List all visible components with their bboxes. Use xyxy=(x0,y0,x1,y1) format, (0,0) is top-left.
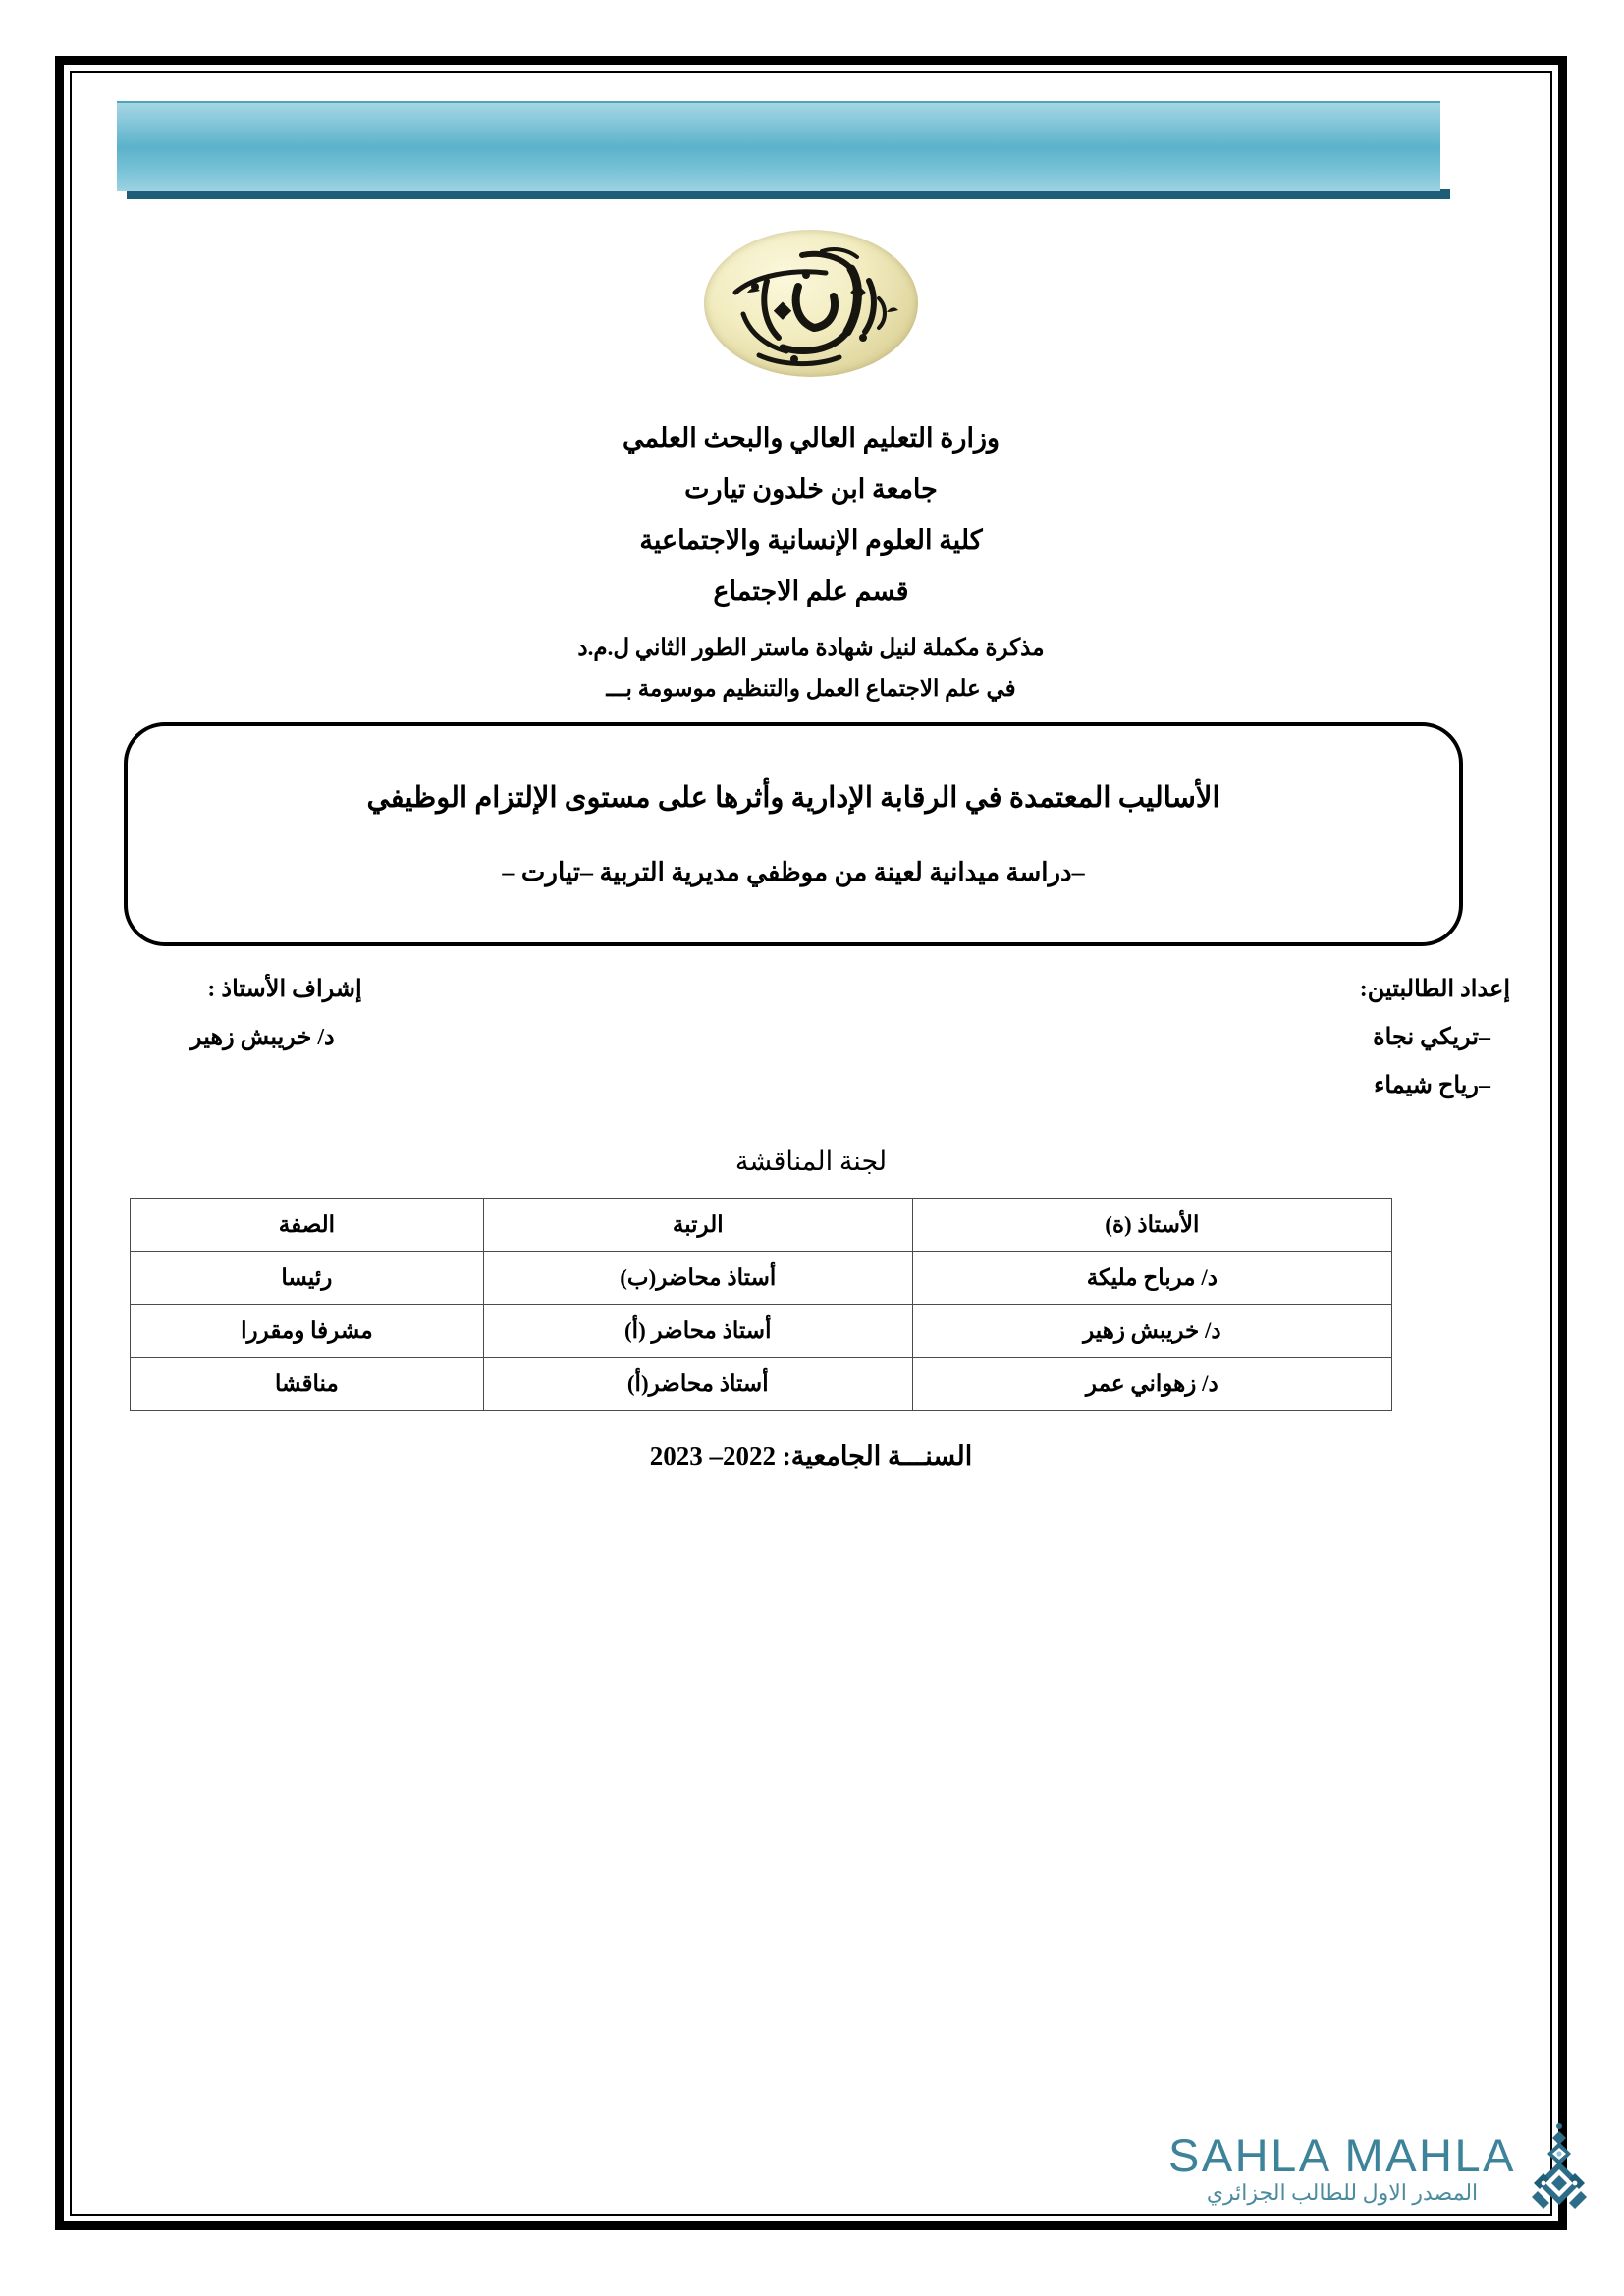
top-banner xyxy=(117,101,1440,197)
jury-header-row xyxy=(131,1199,1392,1252)
sahla-mahla-diamond-icon xyxy=(1524,2122,1595,2216)
jury-heading: لجنة المناقشة xyxy=(734,1147,888,1176)
authors-and-supervisor xyxy=(92,966,1530,1143)
memo-line-specialty: في علم الاجتماع العمل والتنظيم موسومة بـــ xyxy=(606,676,1016,701)
university-logo-icon xyxy=(704,230,918,377)
supervisor-heading: إشراف الأستاذ : xyxy=(207,977,362,1002)
jury-col-role: الصفة xyxy=(131,1199,484,1252)
student-name-2: –رياح شيماء xyxy=(1374,1073,1490,1098)
header-line-faculty: كلية العلوم الإنسانية والاجتماعية xyxy=(639,525,983,555)
students-heading: إعداد الطالبتين: xyxy=(1359,977,1510,1002)
table-row xyxy=(131,1305,1392,1358)
jury-cell-rank: أستاذ محاضر(ب) xyxy=(483,1252,912,1305)
jury-cell-role: مناقشا xyxy=(131,1358,484,1411)
jury-cell-rank: أستاذ محاضر (أ) xyxy=(483,1305,912,1358)
watermark-text xyxy=(1168,2131,1516,2208)
header-line-ministry: وزارة التعليم العالي والبحث العلمي xyxy=(622,423,1001,453)
jury-cell-role: مشرفا ومقررا xyxy=(131,1305,484,1358)
jury-col-professor: الأستاذ (ة) xyxy=(912,1199,1391,1252)
students-block xyxy=(1360,966,1510,1110)
table-row xyxy=(131,1252,1392,1305)
watermark-subtitle: المصدر الاول للطالب الجزائري xyxy=(1206,2180,1479,2205)
academic-year: السنـــة الجامعية: 2022– 2023 xyxy=(649,1441,973,1470)
institution-header xyxy=(73,412,1549,616)
jury-cell-professor: د/ خريبش زهير xyxy=(912,1305,1391,1358)
thesis-title-box xyxy=(124,722,1463,946)
top-banner-bar xyxy=(117,101,1440,191)
thesis-subtitle: –دراسة ميدانية لعينة من موظفي مديرية التربية –تيارت – xyxy=(502,858,1085,886)
degree-statement xyxy=(73,627,1549,710)
cover-page-content xyxy=(73,73,1549,2213)
header-line-university: جامعة ابن خلدون تيارت xyxy=(684,474,938,504)
university-logo-wrapper xyxy=(73,230,1549,377)
jury-cell-professor: د/ مرباح مليكة xyxy=(912,1252,1391,1305)
jury-cell-rank: أستاذ محاضر(أ) xyxy=(483,1358,912,1411)
jury-cell-professor: د/ زهواني عمر xyxy=(912,1358,1391,1411)
jury-cell-role: رئيسا xyxy=(131,1252,484,1305)
table-row xyxy=(131,1358,1392,1411)
jury-table xyxy=(130,1198,1392,1411)
memo-line-degree: مذكرة مكملة لنيل شهادة ماستر الطور الثاني ل.م.د xyxy=(577,635,1045,660)
jury-col-rank: الرتبة xyxy=(483,1199,912,1252)
student-name-1: –تريكي نجاة xyxy=(1373,1025,1490,1050)
supervisor-name: د/ خريبش زهير xyxy=(190,1025,335,1050)
thesis-title: الأساليب المعتمدة في الرقابة الإدارية وأثرها على مستوى الإلتزام الوظيفي xyxy=(366,782,1220,814)
watermark xyxy=(1168,2122,1595,2216)
supervisor-block xyxy=(190,966,362,1062)
header-line-department: قسم علم الاجتماع xyxy=(713,576,909,606)
watermark-title: SAHLA MAHLA xyxy=(1167,2129,1516,2181)
